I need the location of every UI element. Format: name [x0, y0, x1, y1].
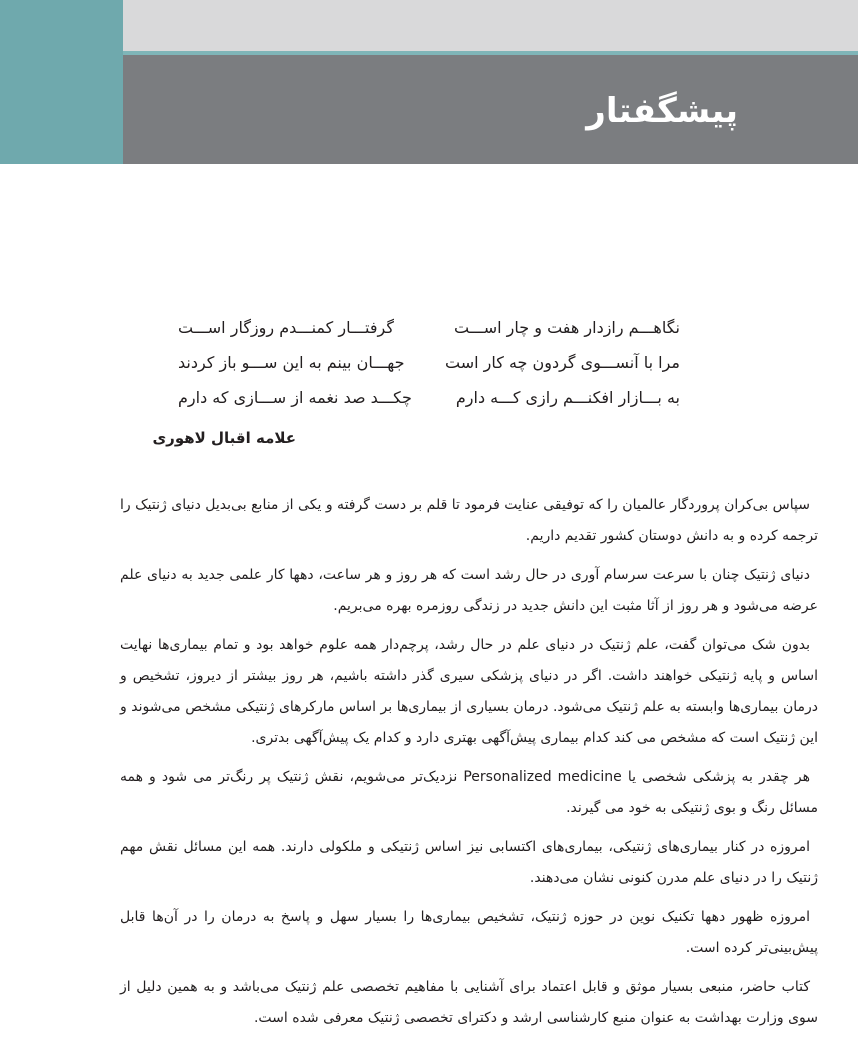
body-paragraph: کتاب حاضر، منبعی بسیار موثق و قابل اعتماد برای آشنایی با مفاهیم تخصصی علم ژنتیک می‌باشد و به همین دلیل از سوی وزارت بهداشت به عنوان منبع کارشناسی ارشد و دکترای تخصصی ژنتیک معرفی شده است. — [120, 979, 818, 1026]
page-title: پیشگفتار — [586, 91, 738, 131]
body-paragraph: سپاس بی‌کران پروردگار عالمیان را که توفیقی عنایت فرمود تا قلم بر دست گرفته و یکی از منابع بی‌بدیل دنیای ژنتیک را ترجمه کرده و به دانش دوستان کشور تقدیم داریم. — [120, 497, 818, 544]
body-paragraph: هر چقدر به پزشکی شخصی یا Personalized medicine نزدیک‌تر می‌شویم، نقش ژنتیک پر رنگ‌تر می شود و همه مسائل رنگ و بوی ژنتیکی به خود می گیرند. — [120, 769, 818, 816]
preface-body — [120, 490, 818, 1042]
poem-hemistich: چکـــد صد نغمه از ســـازی که دارم — [178, 388, 412, 407]
body-paragraph: امروزه ظهور دهها تکنیک نوین در حوزه ژنتیک، تشخیص بیماری‌ها را بسیار سهل و پاسخ به درمان را در آن‌ها قابل پیش‌بینی‌تر کرده است. — [120, 909, 818, 956]
teal-corner-block — [0, 0, 123, 164]
poem-attribution: علامه اقبال لاهوری — [152, 429, 296, 447]
poem-verse — [178, 345, 680, 380]
poem-hemistich: نگاهـــم رازدار هفت و چار اســـت — [453, 318, 680, 337]
poem-hemistich: مرا با آنســـوی گردون چه کار است — [444, 353, 680, 372]
poem-hemistich: گرفتـــار کمنـــدم روزگار اســـت — [178, 318, 394, 337]
body-paragraph: امروزه در کنار بیماری‌های ژنتیکی، بیماری‌های اکتسابی نیز اساس ژنتیکی و ملکولی دارند. همه این مسائل نقش مهم ژنتیک را در دنیای علم مدرن کنونی نشان می‌دهند. — [120, 839, 818, 886]
poem-verse — [178, 310, 680, 345]
poem-hemistich: به بـــازار افکنـــم رازی کـــه دارم — [455, 388, 680, 407]
poem-hemistich: جهـــان بینم به این ســـو باز کردند — [178, 353, 405, 372]
body-paragraph: بدون شک می‌توان گفت، علم ژنتیک در دنیای علم در حال رشد، پرچم‌دار همه علوم خواهد بود و تمام بیماری‌ها نهایت اساس و پایه ژنتیکی خواهند داشت. اگر در دنیای پزشکی سیری گذر داشته باشیم، هر روز بیشتر از دیروز، تشخیص و درمان بیماری‌ها وابسته به علم ژنتیک می‌شود. درمان بسیاری از بیماری‌ها بر اساس مارکرهای ژنتیکی مشخص می‌شوند و این ژنتیک است که مشخص می کند کدام بیماری پیش‌آگهی بهتری دارد و کدام یک پیش‌آگهی بدتری. — [120, 637, 818, 746]
title-band — [123, 55, 858, 164]
poem-verse — [178, 380, 680, 415]
body-paragraph: دنیای ژنتیک چنان با سرعت سرسام آوری در حال رشد است که هر روز و هر ساعت، دهها کار علمی جدید به دنیای علم عرضه می‌شود و هر روز از آثا مثبت این دانش جدید در زندگی روزمره بهره می‌بریم. — [120, 567, 818, 614]
poem — [178, 310, 680, 415]
header-top-strip — [123, 0, 858, 51]
